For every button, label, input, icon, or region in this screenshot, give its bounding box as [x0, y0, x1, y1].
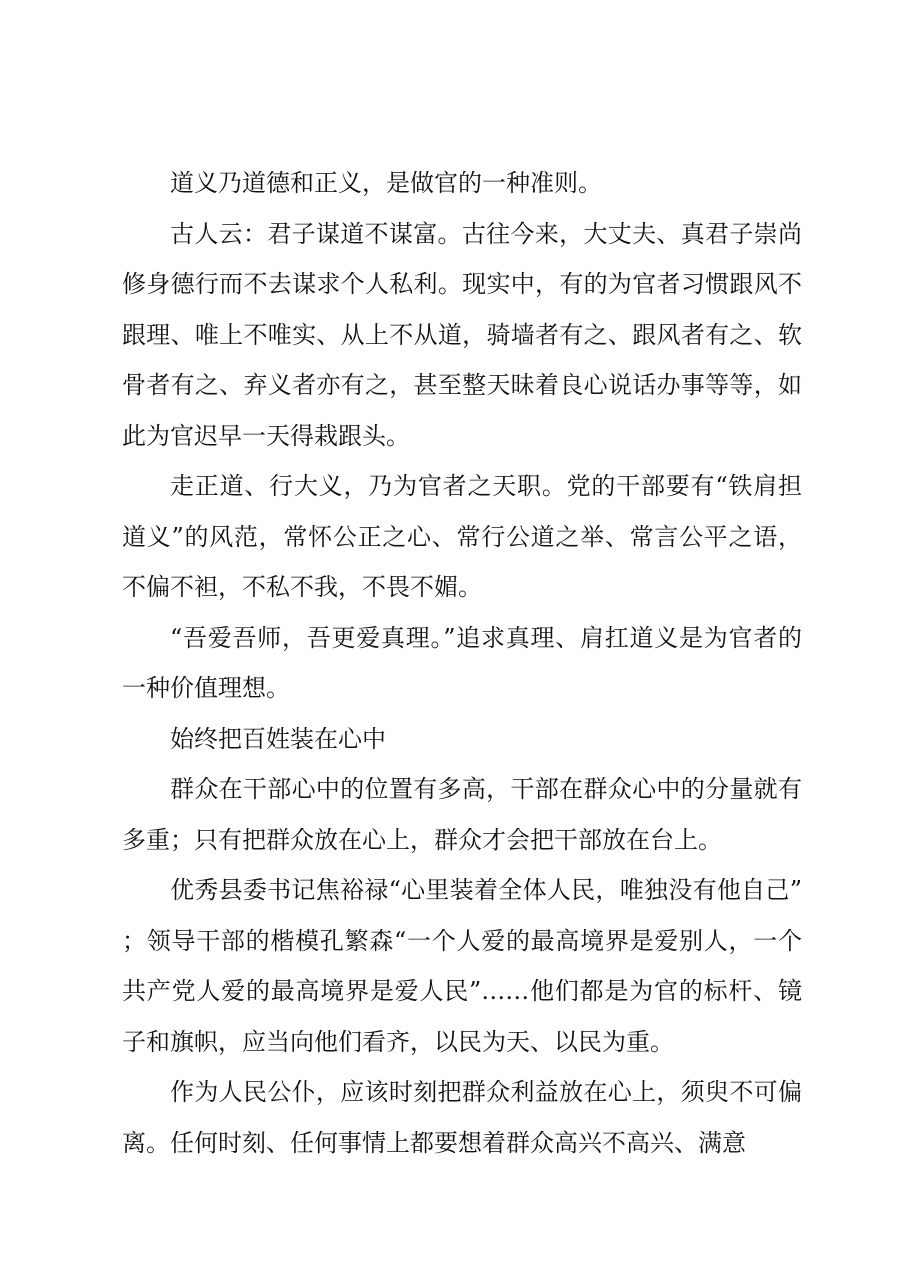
paragraph-2: 古人云：君子谋道不谋富。古往今来，大丈夫、真君子崇尚修身德行而不去谋求个人私利。现实中，有的为官者习惯跟风不跟理、唯上不唯实、从上不从道，骑墙者有之、跟风者有之、软骨者有之、弃义者亦有之，甚至整天昧着良心说话办事等等，如此为官迟早一天得栽跟头。 — [122, 219, 802, 450]
paragraph-7: 作为人民公仆，应该时刻把群众利益放在心上，须臾不可偏离。任何时刻、任何事情上都要想着群众高兴不高兴、满意 — [122, 1078, 802, 1157]
paragraph-4: “吾爱吾师，吾更爱真理。”追求真理、肩扛道义是为官者的一种价值理想。 — [122, 623, 802, 702]
document-body — [122, 158, 802, 1168]
paragraph-6: 优秀县委书记焦裕禄“心里装着全体人民，唯独没有他自己”；领导干部的楷模孔繁森“一个人爱的最高境界是爱别人，一个共产党人爱的最高境界是爱人民”……他们都是为官的标杆、镜子和旗帜，应当向他们看齐，以民为天、以民为重。 — [122, 876, 802, 1056]
paragraph-3: 走正道、行大义，乃为官者之天职。党的干部要有“铁肩担道义”的风范，常怀公正之心、常行公道之举、常言公平之语，不偏不袒，不私不我，不畏不媚。 — [122, 472, 802, 601]
paragraph-5: 群众在干部心中的位置有多高，干部在群众心中的分量就有多重；只有把群众放在心上，群众才会把干部放在台上。 — [122, 775, 802, 854]
section-heading: 始终把百姓装在心中 — [170, 724, 386, 753]
paragraph-1: 道义乃道德和正义，是做官的一种准则。 — [170, 169, 602, 197]
